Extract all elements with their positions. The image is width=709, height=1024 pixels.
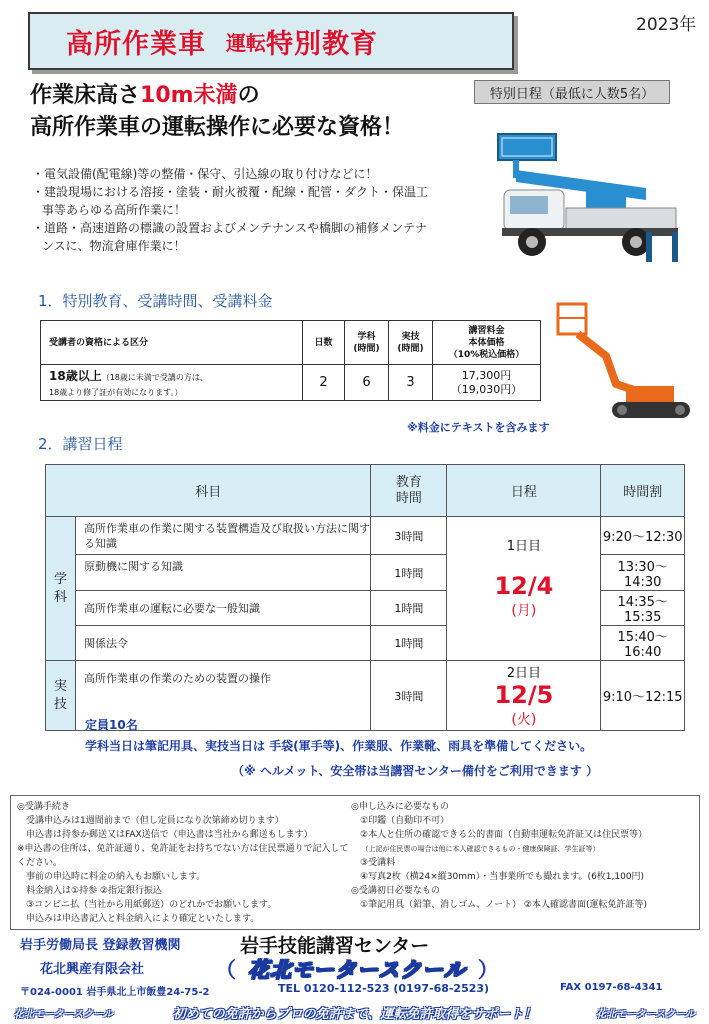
cell-qualification [41, 365, 303, 401]
category-practice: 実 技 [46, 661, 76, 731]
bullet-item: ・道路・高速道路の標識の設置およびメンテナンスや橋脚の補修メンテナンスに、物流倉庫作業に！ [32, 221, 428, 253]
helmet-note: （※ ヘルメット、安全帯は当講習センター備付をご利用できます ） [232, 764, 599, 778]
fee-base: 17,300円 [461, 368, 512, 382]
headline-line1-pre: 作業床高さ [30, 83, 141, 108]
cell-theory-hours: 6 [345, 365, 389, 401]
header-days: 日数 [303, 321, 345, 365]
procedure-column [17, 800, 353, 926]
school-logo-text: 花北モータースクール [248, 958, 466, 982]
schedule-row [46, 661, 685, 731]
day2-date-cell [447, 661, 601, 731]
day2-date: 12/5 [494, 681, 554, 709]
info-line: ◎申し込みに必要なもの [351, 802, 449, 812]
info-line: ③受講料 [351, 858, 396, 868]
capacity-note: 定員10名 [85, 718, 138, 732]
crawler-boom-lift-image [556, 296, 696, 426]
address: 〒024-0001 岩手県北上市飯豊24-75-2 [20, 987, 210, 998]
day1-date: 12/4 [494, 572, 554, 600]
subject-hours: 3時間 [371, 661, 447, 731]
logo-left: 花北モータースクール [14, 1008, 113, 1020]
center-name: 岩手技能講習センター [240, 935, 430, 957]
subject-time: 9:20～12:30 [601, 517, 685, 555]
schedule-badge: 特別日程（最低に人数5名） [474, 80, 670, 104]
subject-name: 高所作業車の運転に必要な一般知識 [76, 591, 371, 626]
header-date: 日程 [447, 465, 601, 517]
subject-time: 15:40～16:40 [601, 626, 685, 661]
qualification-note: （18歳に未満で受講の方は、 18歳より修了証が有効になります。） [49, 372, 208, 397]
day2-label: 2日目 [506, 666, 542, 681]
usage-bullets [30, 165, 430, 255]
info-line: ①筆記用具（鉛筆、消しゴム、ノート） ②本人確認書面(運転免許証等) [351, 900, 648, 910]
header-subject: 科目 [46, 465, 371, 517]
schedule-row [46, 517, 685, 555]
cell-days: 2 [303, 365, 345, 401]
info-line: ①印鑑（自動印不可） [351, 816, 450, 826]
logo-right: 花北モータースクール [596, 1008, 695, 1020]
header-hours: 教育 時間 [371, 465, 447, 517]
title-sub-special-education: 特別教育 [266, 28, 378, 60]
info-line: ④写真2枚（横24×縦30mm）・当事業所でも撮れます。(6枚1,100円) [351, 872, 645, 882]
subject-time: 13:30～14:30 [601, 555, 685, 591]
header-fee: 講習料金 本体価格 （10%税込価格） [433, 321, 541, 365]
headline-height-limit: 10m未満 [140, 83, 238, 108]
registered-institution: 岩手労働局長 登録教習機関 [20, 938, 181, 953]
subject-name: 高所作業車の作業のための装置の操作 [76, 661, 371, 731]
fee-table [40, 320, 541, 401]
bullet-item: ・電気設備(配電線)等の整備・保守、引込線の取り付けなどに！ [32, 167, 378, 181]
bullet-item: ・建設現場における溶接・塗装・耐火被覆・配線・配管・ダクト・保温工事等あらゆる高所作業に！ [32, 185, 429, 217]
info-line: ※申込書の住所は、免許証通り、免許証をお持ちでない方は住民票通りで記入してください。 [17, 844, 349, 868]
slogan: 初めての免許からプロの免許まで、運転免許取得をサポート！ [172, 1006, 537, 1022]
info-line: ◎受講手続き [17, 802, 70, 812]
info-line: （上記が住民票の場合は他に本人確認できるもの・健康保険証、学生証等） [351, 845, 600, 853]
subject-hours: 3時間 [371, 517, 447, 555]
school-name [215, 954, 499, 984]
info-line: 申込書は持参か郵送又はFAX送信で（申込書は当社から郵送もします） [17, 830, 313, 840]
fax: FAX 0197-68-4341 [560, 982, 663, 993]
subject-name: 原動機に関する知識 [76, 555, 371, 591]
section-heading-education: 1．特別教育、受講時間、受講料金 [38, 292, 273, 310]
phone: TEL 0120-112-523 (0197-68-2523) [278, 982, 490, 995]
header-practice-hours: 実技 (時間) [389, 321, 433, 365]
subject-time: 9:10～12:15 [601, 661, 685, 731]
info-line: 料金納入は①持参 ②指定銀行振込 [17, 886, 162, 896]
year-label: 2023年 [636, 15, 697, 35]
info-line: ◎受講初日必要なもの [351, 886, 440, 896]
price-note: ※料金にテキストを含みます [407, 421, 550, 434]
school-paren-close: ） [477, 958, 499, 982]
subject-hours: 1時間 [371, 555, 447, 591]
items-to-bring-note: 学科当日は筆記用具、実技当日は 手袋(軍手等)、作業服、作業靴、雨具を準備してください。 [85, 739, 593, 753]
category-theory: 学 科 [46, 517, 76, 661]
schedule-table-header [46, 465, 685, 517]
schedule-table [45, 464, 685, 731]
requirements-column [351, 800, 697, 912]
title-main: 高所作業車 [66, 28, 206, 60]
headline-line1-post: の [237, 83, 260, 108]
info-line: 申込みは申込書記入と料金納入により確定といたします。 [17, 914, 260, 924]
fee-tax-included: （19,030円） [450, 382, 523, 396]
subject-hours: 1時間 [371, 591, 447, 626]
info-line: ③コンビニ払（当社から用紙郵送）のどれかでお願いします。 [17, 900, 277, 910]
header-timetable: 時間割 [601, 465, 685, 517]
headline [30, 80, 404, 144]
header-qualification: 受講者の資格による区分 [41, 321, 303, 365]
title-sub-operation: 運転 [226, 30, 266, 55]
day1-date-cell [447, 517, 601, 661]
cell-fee [433, 365, 541, 401]
qualification-age: 18歳以上 [49, 368, 102, 383]
aerial-work-truck-image [496, 128, 686, 268]
procedure-info-box [10, 795, 700, 930]
cell-practice-hours: 3 [389, 365, 433, 401]
school-paren-open: （ [215, 958, 236, 982]
fee-table-row [41, 365, 541, 401]
subject-name: 関係法令 [76, 626, 371, 661]
footer-bar [0, 1000, 709, 1024]
day1-weekday: (月) [511, 603, 537, 619]
info-line: 事前の申込時に料金の納入もお願いします。 [17, 872, 206, 882]
header-theory-hours: 学科 (時間) [345, 321, 389, 365]
subject-time: 14:35～15:35 [601, 591, 685, 626]
section-heading-schedule: 2．講習日程 [38, 435, 123, 453]
day1-label: 1日目 [506, 539, 542, 554]
day2-weekday: (火) [511, 712, 537, 728]
fee-table-header [41, 321, 541, 365]
title-banner [28, 12, 514, 70]
headline-line2: 高所作業車の運転操作に必要な資格！ [30, 115, 405, 140]
subject-hours: 1時間 [371, 626, 447, 661]
info-line: 受講申込みは1週間前まで（但し定員になり次第締め切ります） [17, 816, 284, 826]
info-line: ②本人と住所の確認できる公的書面（自動車運転免許証又は住民票等） [351, 830, 648, 840]
subject-name: 高所作業車の作業に関する装置構造及び取扱い方法に関する知識 [76, 517, 371, 555]
company-name: 花北興産有限会社 [40, 962, 145, 977]
